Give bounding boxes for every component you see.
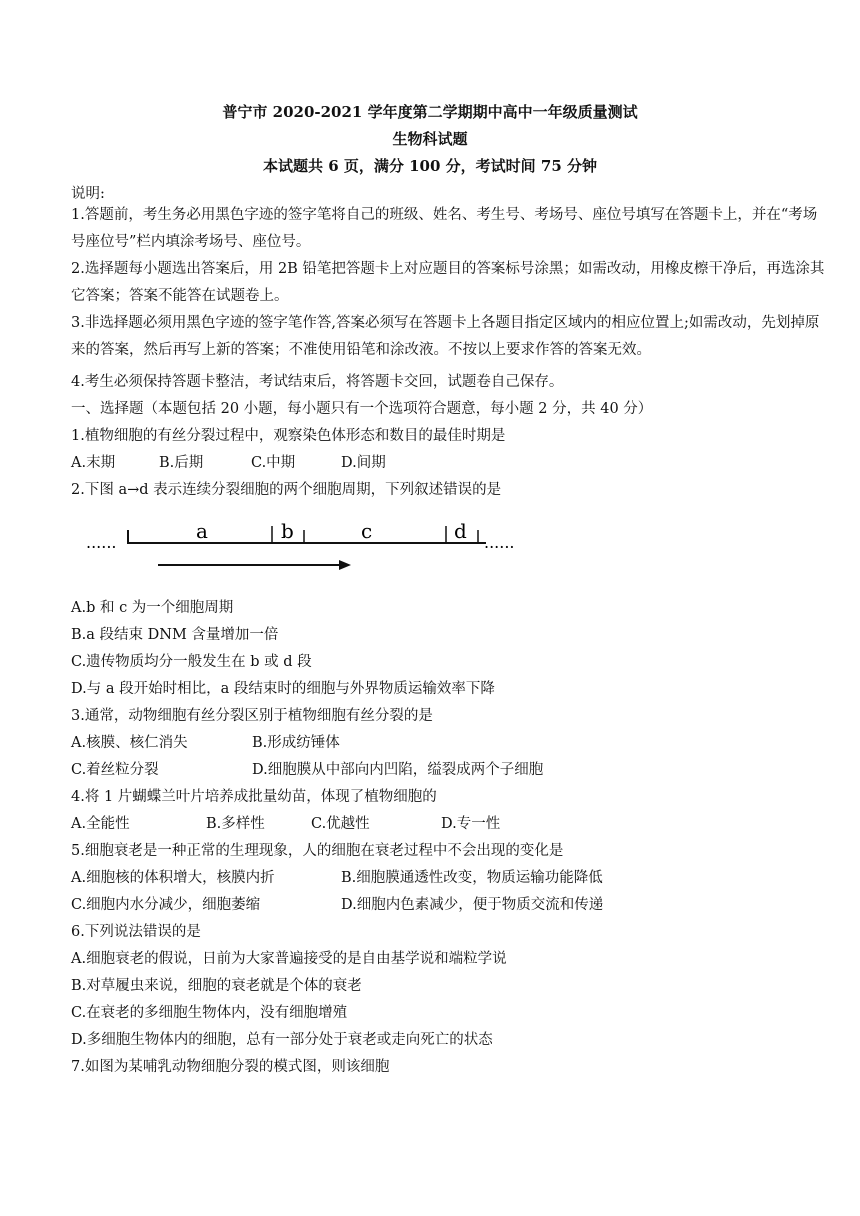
q4-option-b: B.多样性 [206,816,265,832]
arrow-head-icon [339,560,351,570]
q2-option-a: A.b 和 c 为一个细胞周期 [71,600,234,616]
q1-option-c: C.中期 [251,455,296,471]
question-5-stem: 5.细胞衰老是一种正常的生理现象，人的细胞在衰老过程中不会出现的变化是 [71,843,564,859]
q5-option-d: D.细胞内色素减少，便于物质交流和传递 [341,897,604,913]
segment-label-b: b [281,519,294,543]
q1-option-d: D.间期 [341,455,386,471]
q5-option-c: C.细胞内水分减少，细胞萎缩 [71,897,261,913]
diagram-dots-right: ...... [484,533,515,552]
q1-option-a: A.末期 [71,455,116,471]
q3-option-c: C.着丝粒分裂 [71,762,159,778]
segment-label-a: a [196,519,208,543]
question-5-options-row-1 [71,866,603,887]
note-item-3: 3.非选择题必须用黑色字迹的签字笔作答,答案必须写在答题卡上各题目指定区域内的相应位置上;如需改动，先划掉原来的答案，然后再写上新的答案；不准使用铅笔和涂改液。不按以上要求作答的答案无效。 [71,315,820,358]
question-4-stem: 4.将 1 片蝴蝶兰叶片培养成批量幼苗，体现了植物细胞的 [71,789,437,805]
question-3-stem: 3.通常，动物细胞有丝分裂区别于植物细胞有丝分裂的是 [71,708,433,724]
question-3-options-row-2 [71,758,543,779]
q1-option-b: B.后期 [159,455,204,471]
q4-option-d: D.专一性 [441,816,501,832]
q4-option-c: C.优越性 [311,816,370,832]
q4-option-a: A.全能性 [71,816,130,832]
segment-label-d: d [454,519,467,543]
diagram-dots-left: ...... [86,533,117,552]
q2-option-c: C.遗传物质均分一般发生在 b 或 d 段 [71,654,312,670]
exam-info: 本试题共 6 页，满分 100 分，考试时间 75 分钟 [263,157,597,175]
question-2-stem: 2.下图 a→d 表示连续分裂细胞的两个细胞周期，下列叙述错误的是 [71,482,502,498]
q3-option-b: B.形成纺锤体 [252,735,340,751]
question-6-stem: 6.下列说法错误的是 [71,924,201,940]
q2-option-d: D.与 a 段开始时相比，a 段结束时的细胞与外界物质运输效率下降 [71,681,495,697]
note-item-2: 2.选择题每小题选出答案后，用 2B 铅笔把答题卡上对应题目的答案标号涂黑；如需改动，用橡皮檫干净后，再选涂其它答案；答案不能答在试题卷上。 [71,261,825,304]
exam-title: 普宁市 2020-2021 学年度第二学期期中高中一年级质量测试 [222,103,638,121]
question-5-options-row-2 [71,893,603,914]
note-item-4: 4.考生必须保持答题卡整洁，考试结束后，将答题卡交回，试题卷自己保存。 [71,374,564,390]
q6-option-c: C.在衰老的多细胞生物体内，没有细胞增殖 [71,1005,348,1021]
segment-label-c: c [361,519,373,543]
question-3-options-row-1 [71,731,340,752]
question-4-options [71,812,500,833]
question-1-stem: 1.植物细胞的有丝分裂过程中，观察染色体形态和数目的最佳时期是 [71,428,506,444]
question-7-stem: 7.如图为某哺乳动物细胞分裂的模式图，则该细胞 [71,1059,390,1075]
q6-option-a: A.细胞衰老的假说，日前为大家普遍接受的是自由基学说和端粒学说 [71,951,507,967]
notes-heading: 说明: [71,186,105,202]
q3-option-a: A.核膜、核仁消失 [71,735,188,751]
q5-option-a: A.细胞核的体积增大，核膜内折 [71,870,275,886]
q6-option-b: B.对草履虫来说，细胞的衰老就是个体的衰老 [71,978,362,994]
note-item-1: 1.答题前，考生务必用黑色字迹的签字笔将自己的班级、姓名、考生号、考场号、座位号填写在答题卡上，并在“考场号座位号”栏内填涂考场号、座位号。 [71,207,818,250]
q6-option-d: D.多细胞生物体内的细胞，总有一部分处于衰老或走向死亡的状态 [71,1032,493,1048]
q5-option-b: B.细胞膜通透性改变，物质运输功能降低 [341,870,603,886]
section-heading: 一、选择题（本题包括 20 小题，每小题只有一个选项符合题意，每小题 2 分，共 40 分） [71,401,653,417]
cell-cycle-diagram [86,508,536,578]
exam-subject: 生物科试题 [392,130,468,148]
question-1-options [71,451,386,472]
q2-option-b: B.a 段结束 DNM 含量增加一倍 [71,627,279,643]
q3-option-d: D.细胞膜从中部向内凹陷，缢裂成两个子细胞 [252,762,544,778]
